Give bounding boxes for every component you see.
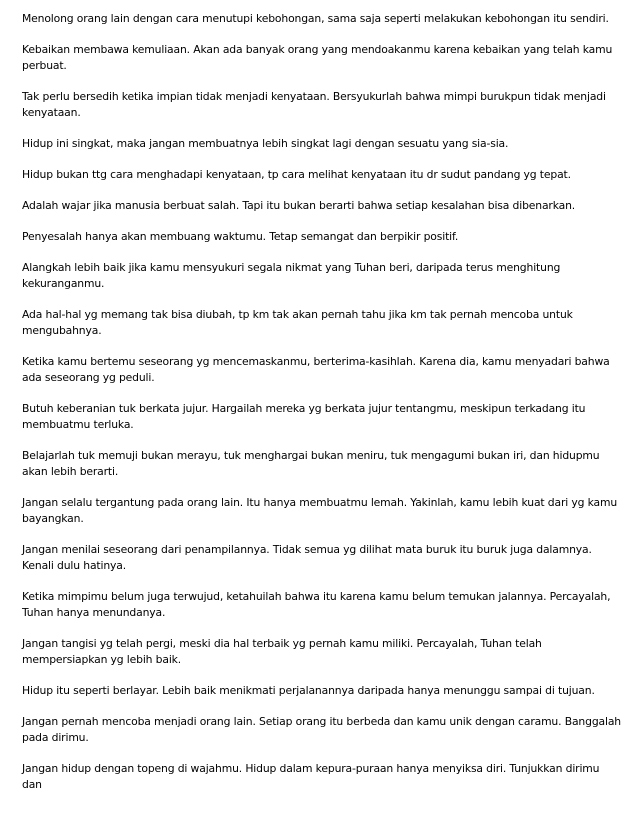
quote-paragraph: Ketika kamu bertemu seseorang yg mencemaskanmu, berterima-kasihlah. Karena dia, kamu menyadari bahwa ada seseorang yg peduli. [22,355,610,384]
quote-paragraph: Jangan menilai seseorang dari penampilannya. Tidak semua yg dilihat mata buruk itu buruk juga dalamnya. Kenali dulu hatinya. [22,543,592,572]
quote-paragraph: Jangan hidup dengan topeng di wajahmu. Hidup dalam kepura-puraan hanya menyiksa diri. Tunjukkan dirimu dan [22,762,600,791]
quote-paragraph: Adalah wajar jika manusia berbuat salah. Tapi itu bukan berarti bahwa setiap kesalahan bisa dibenarkan. [22,199,576,212]
quote-paragraph: Tak perlu bersedih ketika impian tidak menjadi kenyataan. Bersyukurlah bahwa mimpi burukpun tidak menjadi kenyataan. [22,90,606,119]
quote-paragraph: Jangan tangisi yg telah pergi, meski dia hal terbaik yg pernah kamu miliki. Percayalah, Tuhan telah mempersiapkan yg lebih baik. [22,637,542,666]
quote-paragraph: Ada hal-hal yg memang tak bisa diubah, tp km tak akan pernah tahu jika km tak pernah mencoba untuk mengubahnya. [22,308,573,337]
quote-paragraph: Hidup ini singkat, maka jangan membuatnya lebih singkat lagi dengan sesuatu yang sia-sia. [22,137,509,150]
quote-paragraph: Jangan selalu tergantung pada orang lain. Itu hanya membuatmu lemah. Yakinlah, kamu lebih kuat dari yg kamu bayangkan. [22,496,618,525]
quote-paragraph: Penyesalah hanya akan membuang waktumu. Tetap semangat dan berpikir positif. [22,230,459,243]
quote-paragraph: Belajarlah tuk memuji bukan merayu, tuk menghargai bukan meniru, tuk mengagumi bukan iri, dan hidupmu akan lebih berarti. [22,449,600,478]
quote-paragraph: Alangkah lebih baik jika kamu mensyukuri segala nikmat yang Tuhan beri, daripada terus menghitung kekuranganmu. [22,261,561,290]
quote-paragraph: Menolong orang lain dengan cara menutupi kebohongan, sama saja seperti melakukan kebohongan itu sendiri. [22,12,609,25]
quote-paragraph: Ketika mimpimu belum juga terwujud, ketahuilah bahwa itu karena kamu belum temukan jalannya. Percayalah, Tuhan hanya menundanya. [22,590,611,619]
document-page [22,11,622,808]
quote-paragraph: Butuh keberanian tuk berkata jujur. Hargailah mereka yg berkata jujur tentangmu, meskipun terkadang itu membuatmu terluka. [22,402,586,431]
quote-paragraph: Jangan pernah mencoba menjadi orang lain. Setiap orang itu berbeda dan kamu unik dengan caramu. Banggalah pada dirimu. [22,715,621,744]
quote-paragraph: Hidup itu seperti berlayar. Lebih baik menikmati perjalanannya daripada hanya menunggu sampai di tujuan. [22,684,595,697]
quote-paragraph: Hidup bukan ttg cara menghadapi kenyataan, tp cara melihat kenyataan itu dr sudut pandang yg tepat. [22,168,571,181]
quote-paragraph: Kebaikan membawa kemuliaan. Akan ada banyak orang yang mendoakanmu karena kebaikan yang telah kamu perbuat. [22,43,613,72]
